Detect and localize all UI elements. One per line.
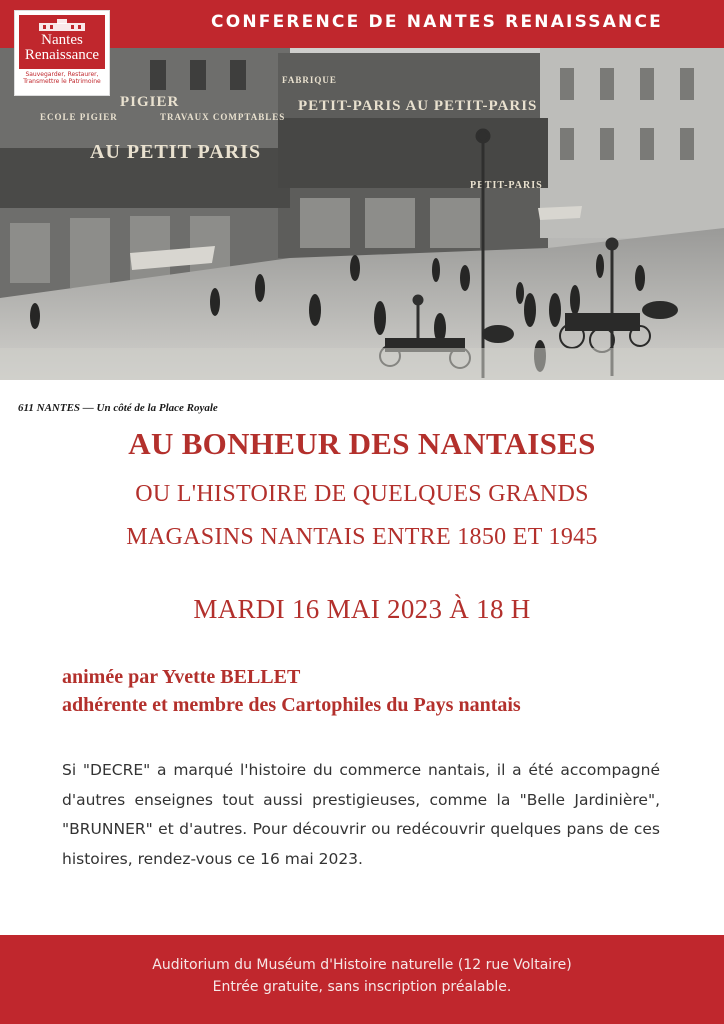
footer-entry-info: Entrée gratuite, sans inscription préalable. [212,979,512,995]
logo-name-line2: Renaissance [24,47,100,63]
footer-location: Auditorium du Muséum d'Histoire naturelle (12 rue Voltaire) [152,957,572,973]
event-description: Si "DECRE" a marqué l'histoire du commerce nantais, il a été accompagné d'autres enseignes tout aussi prestigieuses, comme la "Belle Jardinière", "BRUNNER" et d'autres. Pour découvrir ou redécouvrir quelques pans de ces histoires, rendez-vous ce 16 mai 2023. [62,761,660,868]
logo-banner [19,15,105,69]
footer-bar [0,935,724,1024]
event-date: MARDI 16 MAI 2023 À 18 H [193,594,531,624]
presenter-name: animée par Yvette BELLET [62,666,301,688]
sign-petit-paris-right: PETIT-PARIS [470,180,543,191]
event-title: AU BONHEUR DES NANTAISES [128,426,596,461]
logo-name-line1: Nantes [41,32,83,48]
event-subtitle-line1: OU L'HISTOIRE DE QUELQUES GRANDS [135,481,589,507]
nantes-renaissance-logo [14,10,110,96]
presenter-affiliation: adhérente et membre des Cartophiles du Pays nantais [62,694,521,716]
historic-postcard-photo [0,48,724,414]
place-royale-illustration [0,48,724,380]
header-title: CONFERENCE DE NANTES RENAISSANCE [211,12,663,32]
event-subtitle-line2: MAGASINS NANTAIS ENTRE 1850 ET 1945 [126,524,598,550]
sign-pigier: PIGIER [120,94,180,110]
sign-fabrique: FABRIQUE [282,75,337,85]
logo-tagline: Sauvegarder, Restaurer, Transmettre le Patrimoine [23,71,101,85]
building-icon [37,18,87,32]
photo-caption: 611 NANTES — Un côté de la Place Royale [18,402,218,414]
sign-ecole-pigier: ECOLE PIGIER [40,112,118,122]
logo-name [19,33,105,63]
sign-travaux: TRAVAUX COMPTABLES [160,112,286,122]
sign-petit-paris-long: PETIT-PARIS AU PETIT-PARIS [298,98,538,114]
sign-au-petit-paris: AU PETIT PARIS [90,141,262,163]
